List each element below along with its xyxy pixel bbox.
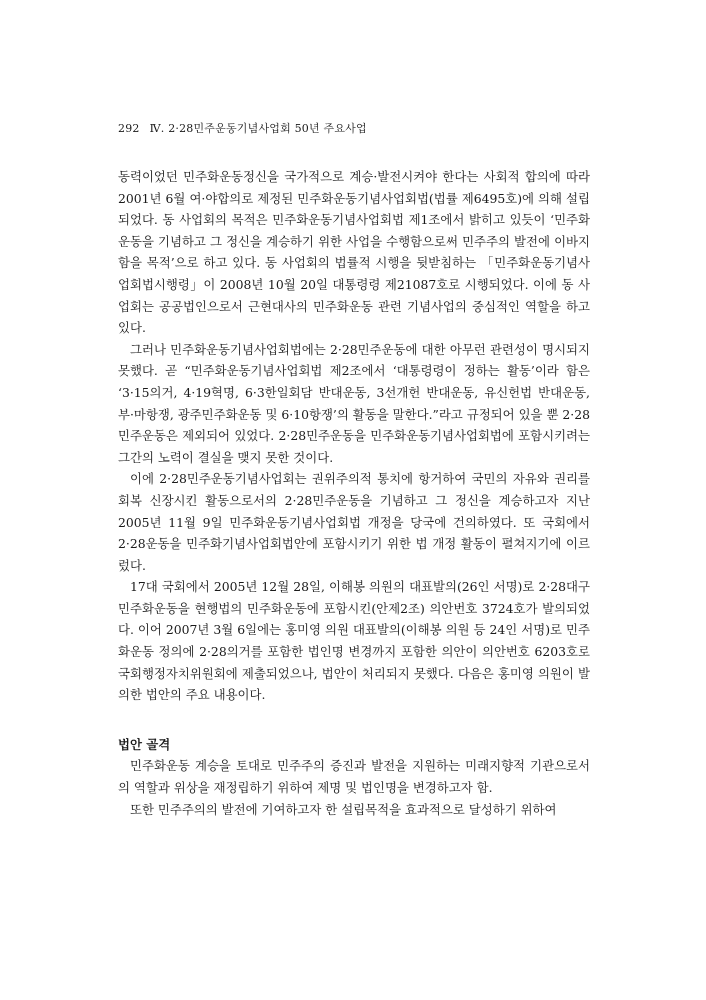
section-title: 법안 골격 [118,736,171,752]
chapter-title: Ⅳ. 2·28민주운동기념사업회 50년 주요사업 [149,122,367,135]
section-paragraph-2: 또한 민주주의의 발전에 기여하고자 한 설립목적을 효과적으로 달성하기 위하여 [130,801,557,817]
paragraph-2: 그러나 민주화운동기념사업회법에는 2·28민주운동에 대한 아무런 관련성이 명시되지 못했다. 곧 “민주화운동기념사업회법 제2조에서 ‘대통령령이 정하는 활동’이라 함은 ‘3·15의거, 4·19혁명, 6·3한일회담 반대운동, 3선개헌 반대운동, 유신헌법 반대운동, 부·마항쟁, 광주민주화운동 및 6·10항쟁’의 활동을 말한다.”라고 규정되어 있을 뿐 2·28민주운동은 제외되어 있었다. 2·28민주운동을 민주화운동기념사업회법에 포함시키려는 그간의 노력이 결실을 맺지 못한 것이다. [118,341,590,465]
body-text [118,166,590,820]
paragraph-4: 17대 국회에서 2005년 12월 28일, 이해봉 의원의 대표발의(26인 서명)로 2·28대구민주화운동을 현행법의 민주화운동에 포함시킨(안제2조) 의안번호 3724호가 발의되었다. 이어 2007년 3월 6일에는 홍미영 의원 대표발의(이해봉 의원 등 24인 서명)로 민주화운동 정의에 2·28의거를 포함한 법인명 변경까지 포함한 의안이 의안번호 6203호로 국회행정자치위원회에 제출되었으나, 법안이 처리되지 못했다. 다음은 홍미영 의원이 발의한 법안의 주요 내용이다. [118,579,590,703]
paragraph-3: 이에 2·28민주운동기념사업회는 권위주의적 통치에 항거하여 국민의 자유와 권리를 회복 신장시킨 활동으로서의 2·28민주운동을 기념하고 그 정신을 계승하고자 지난 2005년 11월 9일 민주화운동기념사업회법 개정을 당국에 건의하였다. 또 국회에서 2·28운동을 민주화기념사업회법안에 포함시키기 위한 법 개정 활동이 펼쳐지기에 이르렀다. [118,471,590,573]
running-header [118,120,367,136]
paragraph-1: 동력이었던 민주화운동정신을 국가적으로 계승·발전시켜야 한다는 사회적 합의에 따라 2001년 6월 여·야합의로 제정된 민주화운동기념사업회법(법률 제6495호)에 의해 설립되었다. 동 사업회의 목적은 민주화운동기념사업회법 제1조에서 밝히고 있듯이 ‘민주화운동을 기념하고 그 정신을 계승하기 위한 사업을 수행함으로써 민주주의 발전에 이바지함을 목적’으로 하고 있다. 동 사업회의 법률적 시행을 뒷받침하는 「민주화운동기념사업회법시행령」이 2008년 10월 20일 대통령령 제21087호로 시행되었다. 이에 동 사업회는 공공법인으로서 근현대사의 민주화운동 관련 기념사업의 중심적인 역할을 하고 있다. [118,169,590,336]
section-paragraph-1: 민주화운동 계승을 토대로 민주주의 증진과 발전을 지원하는 미래지향적 기관으로서의 역할과 위상을 재정립하기 위하여 제명 및 법인명을 변경하고자 함. [118,758,590,796]
page-number: 292 [118,122,140,135]
